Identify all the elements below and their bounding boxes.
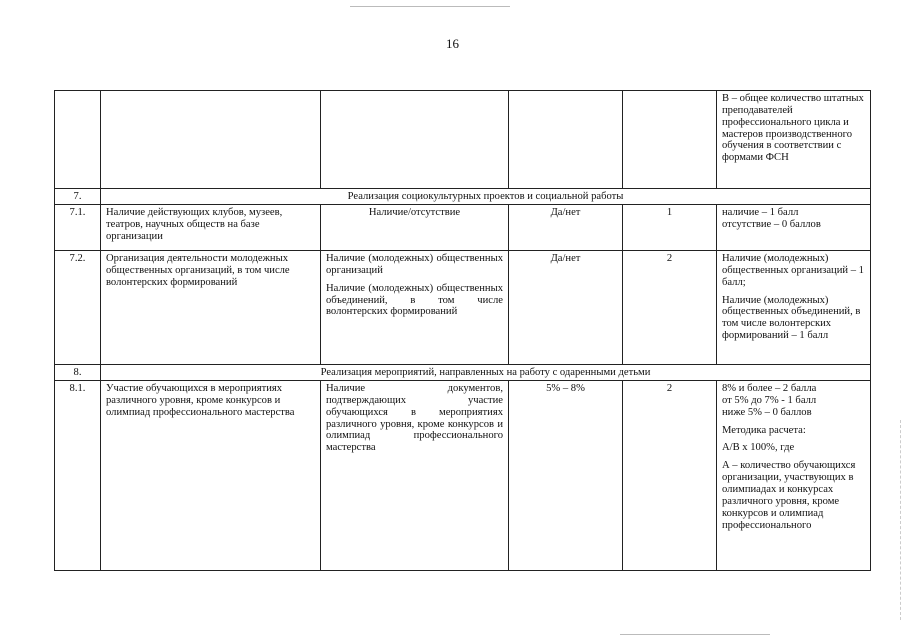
criteria-cell — [717, 205, 871, 251]
value-cell: 5% – 8% — [509, 381, 623, 571]
definition: А – количество обучающихся организации, участвующих в олимпиадах и конкурсах различного уровня, кроме конкурсов и олимпиад профессионального — [722, 460, 856, 531]
source-paragraph: Наличие (молодежных) общественных организаций — [326, 253, 503, 276]
criteria-line: наличие – 1 балл — [722, 207, 799, 218]
table-cell — [101, 91, 321, 189]
section-title: Реализация социокультурных проектов и социальной работы — [101, 189, 871, 205]
scan-artifact-bottom — [620, 634, 770, 635]
criteria-cell — [717, 251, 871, 365]
indicator-cell: Наличие действующих клубов, музеев, театров, научных обществ на базе организации — [101, 205, 321, 251]
points-cell: 2 — [623, 251, 717, 365]
section-number: 7. — [55, 189, 101, 205]
section-title: Реализация мероприятий, направленных на работу с одаренными детьми — [101, 365, 871, 381]
page-number: 16 — [446, 36, 459, 51]
table-row-continuation — [55, 91, 871, 189]
table-cell — [321, 91, 509, 189]
source-cell: Наличие документов, подтверждающих участие обучающихся в мероприятиях различного уровня, кроме конкурсов и олимпиад профессионального мастерства — [321, 381, 509, 571]
row-number: 8.1. — [55, 381, 101, 571]
criteria-cell: В – общее количество штатных преподавателей профессионального цикла и мастеров производственного обучения в соответствии с формами ФСН — [717, 91, 871, 189]
criteria-paragraph: Наличие (молодежных) общественных организаций – 1 балл; — [722, 253, 864, 288]
points-cell: 1 — [623, 205, 717, 251]
criteria-paragraph: Наличие (молодежных) общественных объединений, в том числе волонтерских формирований – 1 балл — [722, 294, 861, 342]
value-cell: Да/нет — [509, 205, 623, 251]
section-row-7 — [55, 189, 871, 205]
row-number: 7.1. — [55, 205, 101, 251]
value-cell: Да/нет — [509, 251, 623, 365]
scan-artifact-edge — [899, 420, 901, 620]
section-number: 8. — [55, 365, 101, 381]
criteria-line: ниже 5% – 0 баллов — [722, 406, 812, 418]
source-cell — [321, 251, 509, 365]
criteria-table — [54, 90, 871, 571]
points-cell: 2 — [623, 381, 717, 571]
source-cell: Наличие/отсутствие — [321, 205, 509, 251]
method-title: Методика расчета: — [722, 424, 806, 436]
criteria-line: от 5% до 7% - 1 балл — [722, 394, 817, 406]
row-number: 7.2. — [55, 251, 101, 365]
formula: А/В х 100%, где — [722, 442, 795, 454]
table-row-7-1 — [55, 205, 871, 251]
scan-artifact-top — [350, 6, 510, 7]
indicator-cell: Участие обучающихся в мероприятиях различного уровня, кроме конкурсов и олимпиад профессионального мастерства — [101, 381, 321, 571]
table-cell — [509, 91, 623, 189]
criteria-cell — [717, 381, 871, 571]
criteria-scale — [722, 383, 865, 419]
table-cell — [623, 91, 717, 189]
table-row-8-1 — [55, 381, 871, 571]
indicator-cell: Организация деятельности молодежных общественных организаций, в том числе волонтерских формирований — [101, 251, 321, 365]
source-paragraph: Наличие (молодежных) общественных объединений, в том числе волонтерских формирований — [326, 282, 503, 318]
criteria-line: отсутствие – 0 баллов — [722, 218, 821, 230]
table-row-7-2 — [55, 251, 871, 365]
section-row-8 — [55, 365, 871, 381]
criteria-line: 8% и более – 2 балла — [722, 383, 817, 394]
table-cell — [55, 91, 101, 189]
